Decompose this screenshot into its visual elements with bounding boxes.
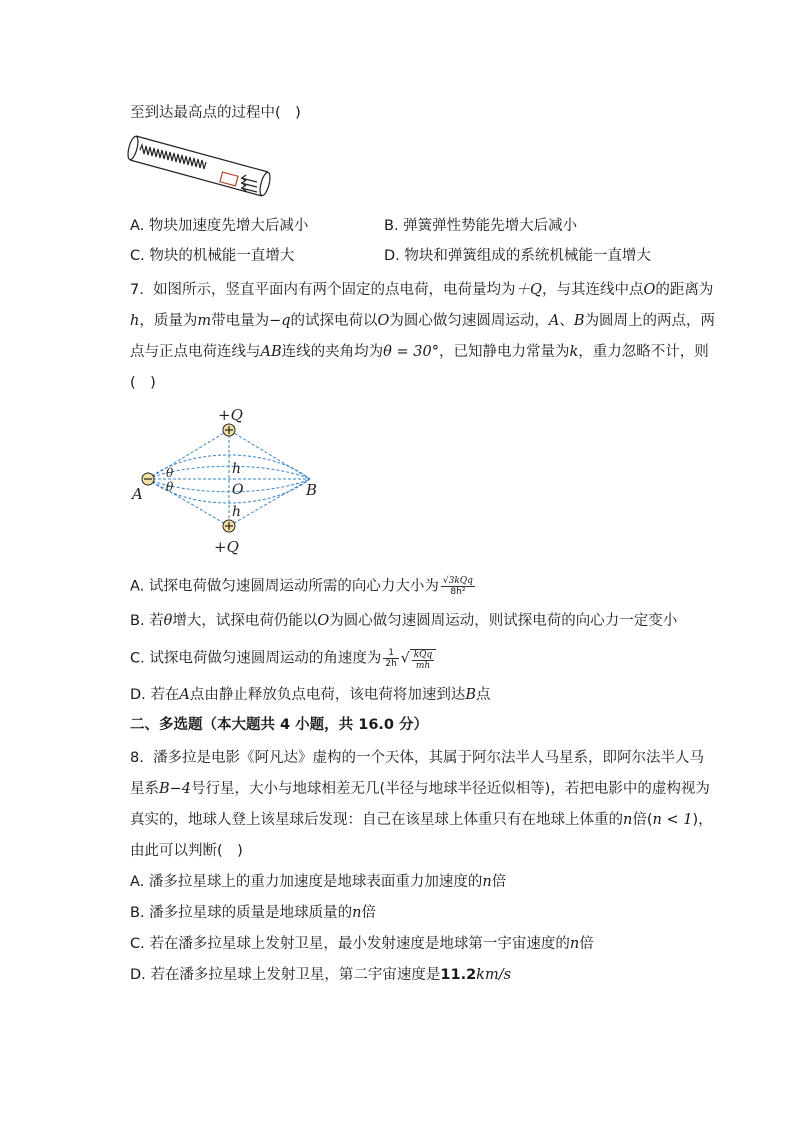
q7-fig-o-label: O <box>232 482 244 498</box>
q8-math: n <box>569 936 580 952</box>
q7-fig-theta-lower: θ <box>166 480 174 494</box>
q8-text: 倍 <box>361 905 377 921</box>
q8-option-c <box>130 934 594 954</box>
q7-math: h <box>130 313 140 329</box>
q7-text: 点 <box>476 687 491 703</box>
q8-text: 号行星，大小与地球相差无几(半径与地球半径近似相等)，若把电影中的虚构视为 <box>191 781 710 797</box>
q8-option-a <box>130 872 506 892</box>
q8-text: C. 若在潘多拉星球上发射卫星，最小发射速度是地球第一宇宙速度的 <box>130 936 570 952</box>
q7-text: ，质量为 <box>139 313 198 329</box>
q7-text: 的距离为 <box>655 282 714 298</box>
q7-stem-line-1 <box>130 280 713 300</box>
q6-stem-tail: 至到达最高点的过程中( ) <box>130 105 301 121</box>
q8-text: 倍 <box>491 874 507 890</box>
q7-math: B <box>573 313 585 329</box>
q6-option-d: D. 物块和弹簧组成的系统机械能一直增大 <box>384 248 651 264</box>
q6-option-c: C. 物块的机械能一直增大 <box>130 248 295 264</box>
q8-math: n <box>352 905 362 921</box>
q7-math: AB <box>260 344 282 360</box>
q7-stem-line-3 <box>130 342 709 362</box>
q8-math: n <box>482 874 492 890</box>
q7-fig-h-upper: h <box>232 461 242 477</box>
q8-math: n < 1 <box>652 812 693 828</box>
q7-option-a <box>130 576 477 597</box>
q7-fig-b-label: B <box>306 481 318 499</box>
q7-text: B. 若 <box>130 613 164 629</box>
q7-text: 点由静止释放负点电荷，该电荷将加速到达 <box>189 687 466 703</box>
q7-option-c-radicand <box>410 649 437 671</box>
q7-option-a-text: A. 试探电荷做匀速圆周运动所需的向心力大小为 <box>130 578 439 595</box>
q7-text: 如图所示，竖直平面内有两个固定的点电荷，电荷量均为 <box>153 282 516 298</box>
radical-icon: √ <box>400 650 410 667</box>
q7-math: θ <box>163 613 173 629</box>
q7-text: 的试探电荷以 <box>290 313 378 329</box>
q6-option-b: B. 弹簧弹性势能先增大后减小 <box>384 218 578 234</box>
q7-number: 7. <box>130 282 144 298</box>
q7-fig-top-charge-label: +Q <box>218 406 243 424</box>
q8-text: 倍 <box>579 936 594 952</box>
q7-text: 为圆心做匀速圆周运动， <box>389 313 549 329</box>
q8-stem-line-1 <box>130 748 704 768</box>
q7-math: O <box>643 282 656 298</box>
q7-option-c-radicand-denominator: mh <box>415 660 431 671</box>
q7-math: ＋Q <box>515 282 542 298</box>
q7-stem-line-4: ( ) <box>130 375 156 391</box>
q8-unit: km/s <box>476 967 512 983</box>
q8-number: 8. <box>130 750 144 766</box>
q7-option-c-text: C. 试探电荷做匀速圆周运动的角速度为 <box>130 650 382 667</box>
q7-fig-theta-upper: θ <box>166 466 174 480</box>
q7-math: A <box>179 687 190 703</box>
section-header-multiple-choice: 二、多选题（本大题共 4 小题，共 16.0 分） <box>130 717 429 733</box>
q7-stem-line-2 <box>130 311 715 331</box>
q8-text: 潘多拉是电影《阿凡达》虚构的一个天体，其属于阿尔法半人马星系，即阿尔法半人马 <box>153 750 705 766</box>
q8-stem-line-2 <box>130 779 710 799</box>
q7-math: O <box>317 613 330 629</box>
q7-math: k <box>569 344 579 360</box>
q7-option-c <box>130 648 436 671</box>
q7-option-a-fraction <box>441 576 475 597</box>
q7-option-c-radicand-numerator: kQq <box>413 649 433 660</box>
q7-option-b <box>130 611 677 631</box>
q7-option-a-numerator: √3kQq <box>442 576 473 586</box>
q7-fig-h-lower: h <box>232 504 242 520</box>
q8-math: n <box>623 812 633 828</box>
q7-text: 增大，试探电荷仍能以 <box>172 613 318 629</box>
q7-option-c-denominator: 2h <box>385 659 397 669</box>
q7-option-c-fraction <box>383 648 398 669</box>
q7-math: θ = 30° <box>383 344 439 360</box>
q7-math: −q <box>269 313 291 329</box>
q7-text: 为圆心做匀速圆周运动，则试探电荷的向心力一定变小 <box>329 613 678 629</box>
q7-math: O <box>377 313 390 329</box>
q7-math: A <box>548 313 560 329</box>
q8-text: B. 潘多拉星球的质量是地球质量的 <box>130 905 353 921</box>
q7-text: 、 <box>559 313 574 329</box>
q7-option-a-denominator: 8h² <box>450 587 466 597</box>
q6-tube-figure <box>126 128 278 204</box>
q8-text: )， <box>692 812 713 828</box>
q7-text: 点与正点电荷连线与 <box>130 344 261 360</box>
q8-text: 星系 <box>130 781 159 797</box>
q7-option-d <box>130 685 491 705</box>
q7-text: D. 若在 <box>130 687 180 703</box>
q8-text: A. 潘多拉星球上的重力加速度是地球表面重力加速度的 <box>130 874 483 890</box>
q8-math: B−4 <box>159 781 192 797</box>
q7-math: B <box>465 687 477 703</box>
q7-math: m <box>197 313 212 329</box>
q7-option-c-numerator: 1 <box>383 648 398 659</box>
q8-text: 真实的，地球人登上该星球后发现：自己在该星球上体重只有在地球上体重的 <box>130 812 623 828</box>
q7-text: 为圆周上的两点，两 <box>584 313 716 329</box>
q7-text: ，与其连线中点 <box>541 282 644 298</box>
q8-option-d <box>130 965 511 985</box>
q6-option-a: A. 物块加速度先增大后减小 <box>130 218 309 234</box>
q7-text: 连线的夹角均为 <box>281 344 384 360</box>
q8-text: 倍( <box>632 812 653 828</box>
q8-stem-line-3 <box>130 810 713 830</box>
q8-value: 11.2 <box>440 967 477 983</box>
q7-text: ，重力忽略不计，则 <box>578 344 709 360</box>
q7-text: ，已知静电力常量为 <box>438 344 570 360</box>
q7-charge-figure <box>128 402 328 558</box>
q7-fig-bottom-charge-label: +Q <box>214 538 239 556</box>
q7-text: 带电量为 <box>211 313 270 329</box>
q7-fig-a-label: A <box>132 485 143 503</box>
q8-option-b <box>130 903 376 923</box>
q8-text: D. 若在潘多拉星球上发射卫星，第二宇宙速度是 <box>130 967 441 983</box>
q8-stem-line-4: 由此可以判断( ) <box>130 843 243 859</box>
